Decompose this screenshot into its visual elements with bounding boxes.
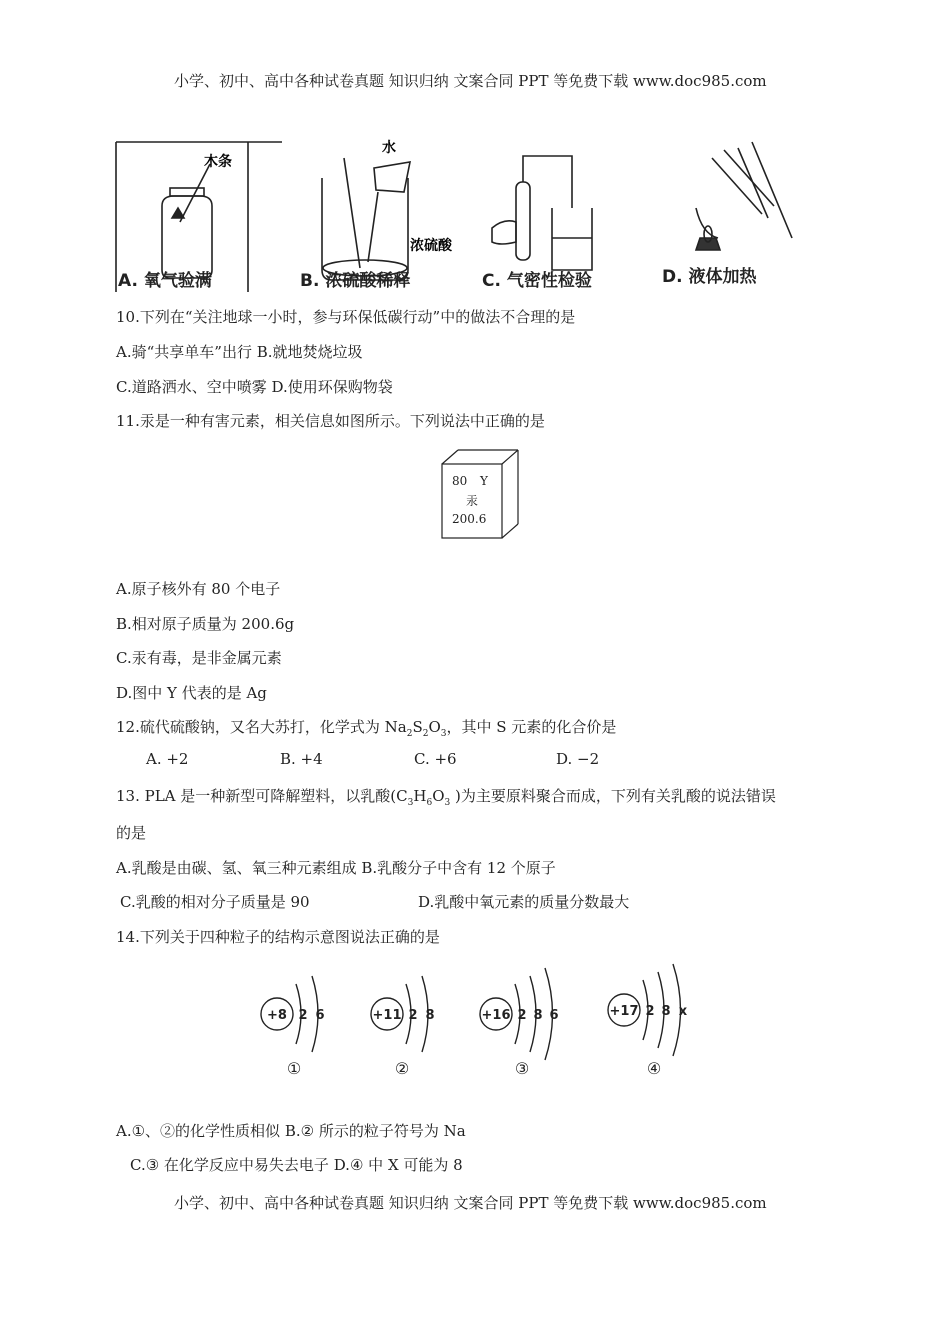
- label-1: ①: [286, 1059, 302, 1078]
- label-water: 水: [382, 140, 396, 156]
- q11-option-d: D.图中 Y 代表的是 Ag: [116, 684, 267, 702]
- caption-a: A. 氧气验满: [118, 271, 212, 291]
- q12-option-a: A. +2: [146, 750, 189, 768]
- q13-stem: 13. PLA 是一种新型可降解塑料，以乳酸($C_3H_6O_3$ )为主要原料聚合而成，下列有关乳酸的说法错误: [116, 787, 776, 808]
- label-3: ③: [514, 1059, 530, 1078]
- shell-3-1: 2: [517, 1008, 527, 1023]
- shell-1-1: 2: [298, 1008, 308, 1023]
- oxygen-bottle-icon: [162, 164, 212, 278]
- nucleus-3: +16: [481, 1008, 511, 1023]
- shell-2-2: 8: [425, 1008, 435, 1023]
- atomic-mass: 200.6: [452, 512, 487, 526]
- q13-options-1: A.乳酸是由碳、氢、氧三种元素组成 B.乳酸分子中含有 12 个原子: [116, 859, 556, 877]
- particle-diagrams: [250, 958, 710, 1082]
- q13-stem-cont: 的是: [116, 824, 147, 842]
- q10-stem: 10.下列在“关注地球一小时，参与环保低碳行动”中的做法不合理的是: [116, 308, 576, 326]
- q13-option-d: D.乳酸中氧元素的质量分数最大: [418, 893, 630, 911]
- label-2: ②: [394, 1059, 410, 1078]
- q11-stem: 11.汞是一种有害元素，相关信息如图所示。下列说法中正确的是: [116, 412, 545, 430]
- q14-options-2: C.③ 在化学反应中易失去电子 D.④ 中 X 可能为 8: [130, 1156, 463, 1174]
- element-card: [440, 448, 520, 540]
- q12-option-c: C. +6: [414, 750, 457, 768]
- thiosulfate-formula: $Na_2S_2O_3$: [384, 718, 447, 739]
- nucleus-1: +8: [267, 1008, 287, 1023]
- q10-options-2: C.道路洒水、空中喷雾 D.使用环保购物袋: [116, 378, 393, 396]
- lactic-acid-formula: $C_3H_6O_3$: [396, 787, 451, 808]
- page-footer: 小学、初中、高中各种试卷真题 知识归纳 文案合同 PPT 等免费下载 www.doc985.com: [174, 1194, 767, 1212]
- airtightness-check-icon: [492, 156, 592, 270]
- element-name: 汞: [466, 494, 479, 508]
- beaker-dilution-icon: [322, 158, 410, 280]
- q12-stem: 12.硫代硫酸钠，又名大苏打，化学式为 $Na_2S_2O_3$，其中 S 元素的化合价是: [116, 718, 617, 739]
- label-wood-stick: 木条: [204, 154, 232, 170]
- atomic-number: 80: [452, 474, 468, 488]
- label-4: ④: [646, 1059, 662, 1078]
- shell-4-2: 8: [661, 1004, 671, 1019]
- q11-option-c: C.汞有毒，是非金属元素: [116, 649, 282, 667]
- q14-options-1: A.①、②的化学性质相似 B.② 所示的粒子符号为 Na: [116, 1122, 466, 1140]
- shell-1-2: 6: [315, 1008, 325, 1023]
- element-symbol: Y: [480, 474, 488, 488]
- nucleus-2: +11: [372, 1008, 402, 1023]
- caption-d: D. 液体加热: [662, 267, 757, 287]
- q13-option-c: C.乳酸的相对分子质量是 90: [120, 893, 310, 911]
- liquid-heating-icon: [696, 142, 792, 250]
- page-header: 小学、初中、高中各种试卷真题 知识归纳 文案合同 PPT 等免费下载 www.doc985.com: [174, 72, 767, 90]
- shell-4-3: x: [678, 1004, 688, 1019]
- nucleus-4: +17: [609, 1004, 639, 1019]
- q11-option-b: B.相对原子质量为 200.6g: [116, 615, 295, 633]
- shell-2-1: 2: [408, 1008, 418, 1023]
- q12-option-b: B. +4: [280, 750, 323, 768]
- q11-option-a: A.原子核外有 80 个电子: [116, 580, 281, 598]
- label-conc-acid: 浓硫酸: [410, 238, 452, 254]
- shell-3-3: 6: [549, 1008, 559, 1023]
- q14-stem: 14.下列关于四种粒子的结构示意图说法正确的是: [116, 928, 440, 946]
- shell-3-2: 8: [533, 1008, 543, 1023]
- caption-c: C. 气密性检验: [482, 271, 592, 291]
- caption-b: B. 浓硫酸稀释: [300, 271, 411, 291]
- q12-option-d: D. −2: [556, 750, 600, 768]
- q10-options-1: A.骑“共享单车”出行 B.就地焚烧垃圾: [116, 343, 363, 361]
- shell-4-1: 2: [645, 1004, 655, 1019]
